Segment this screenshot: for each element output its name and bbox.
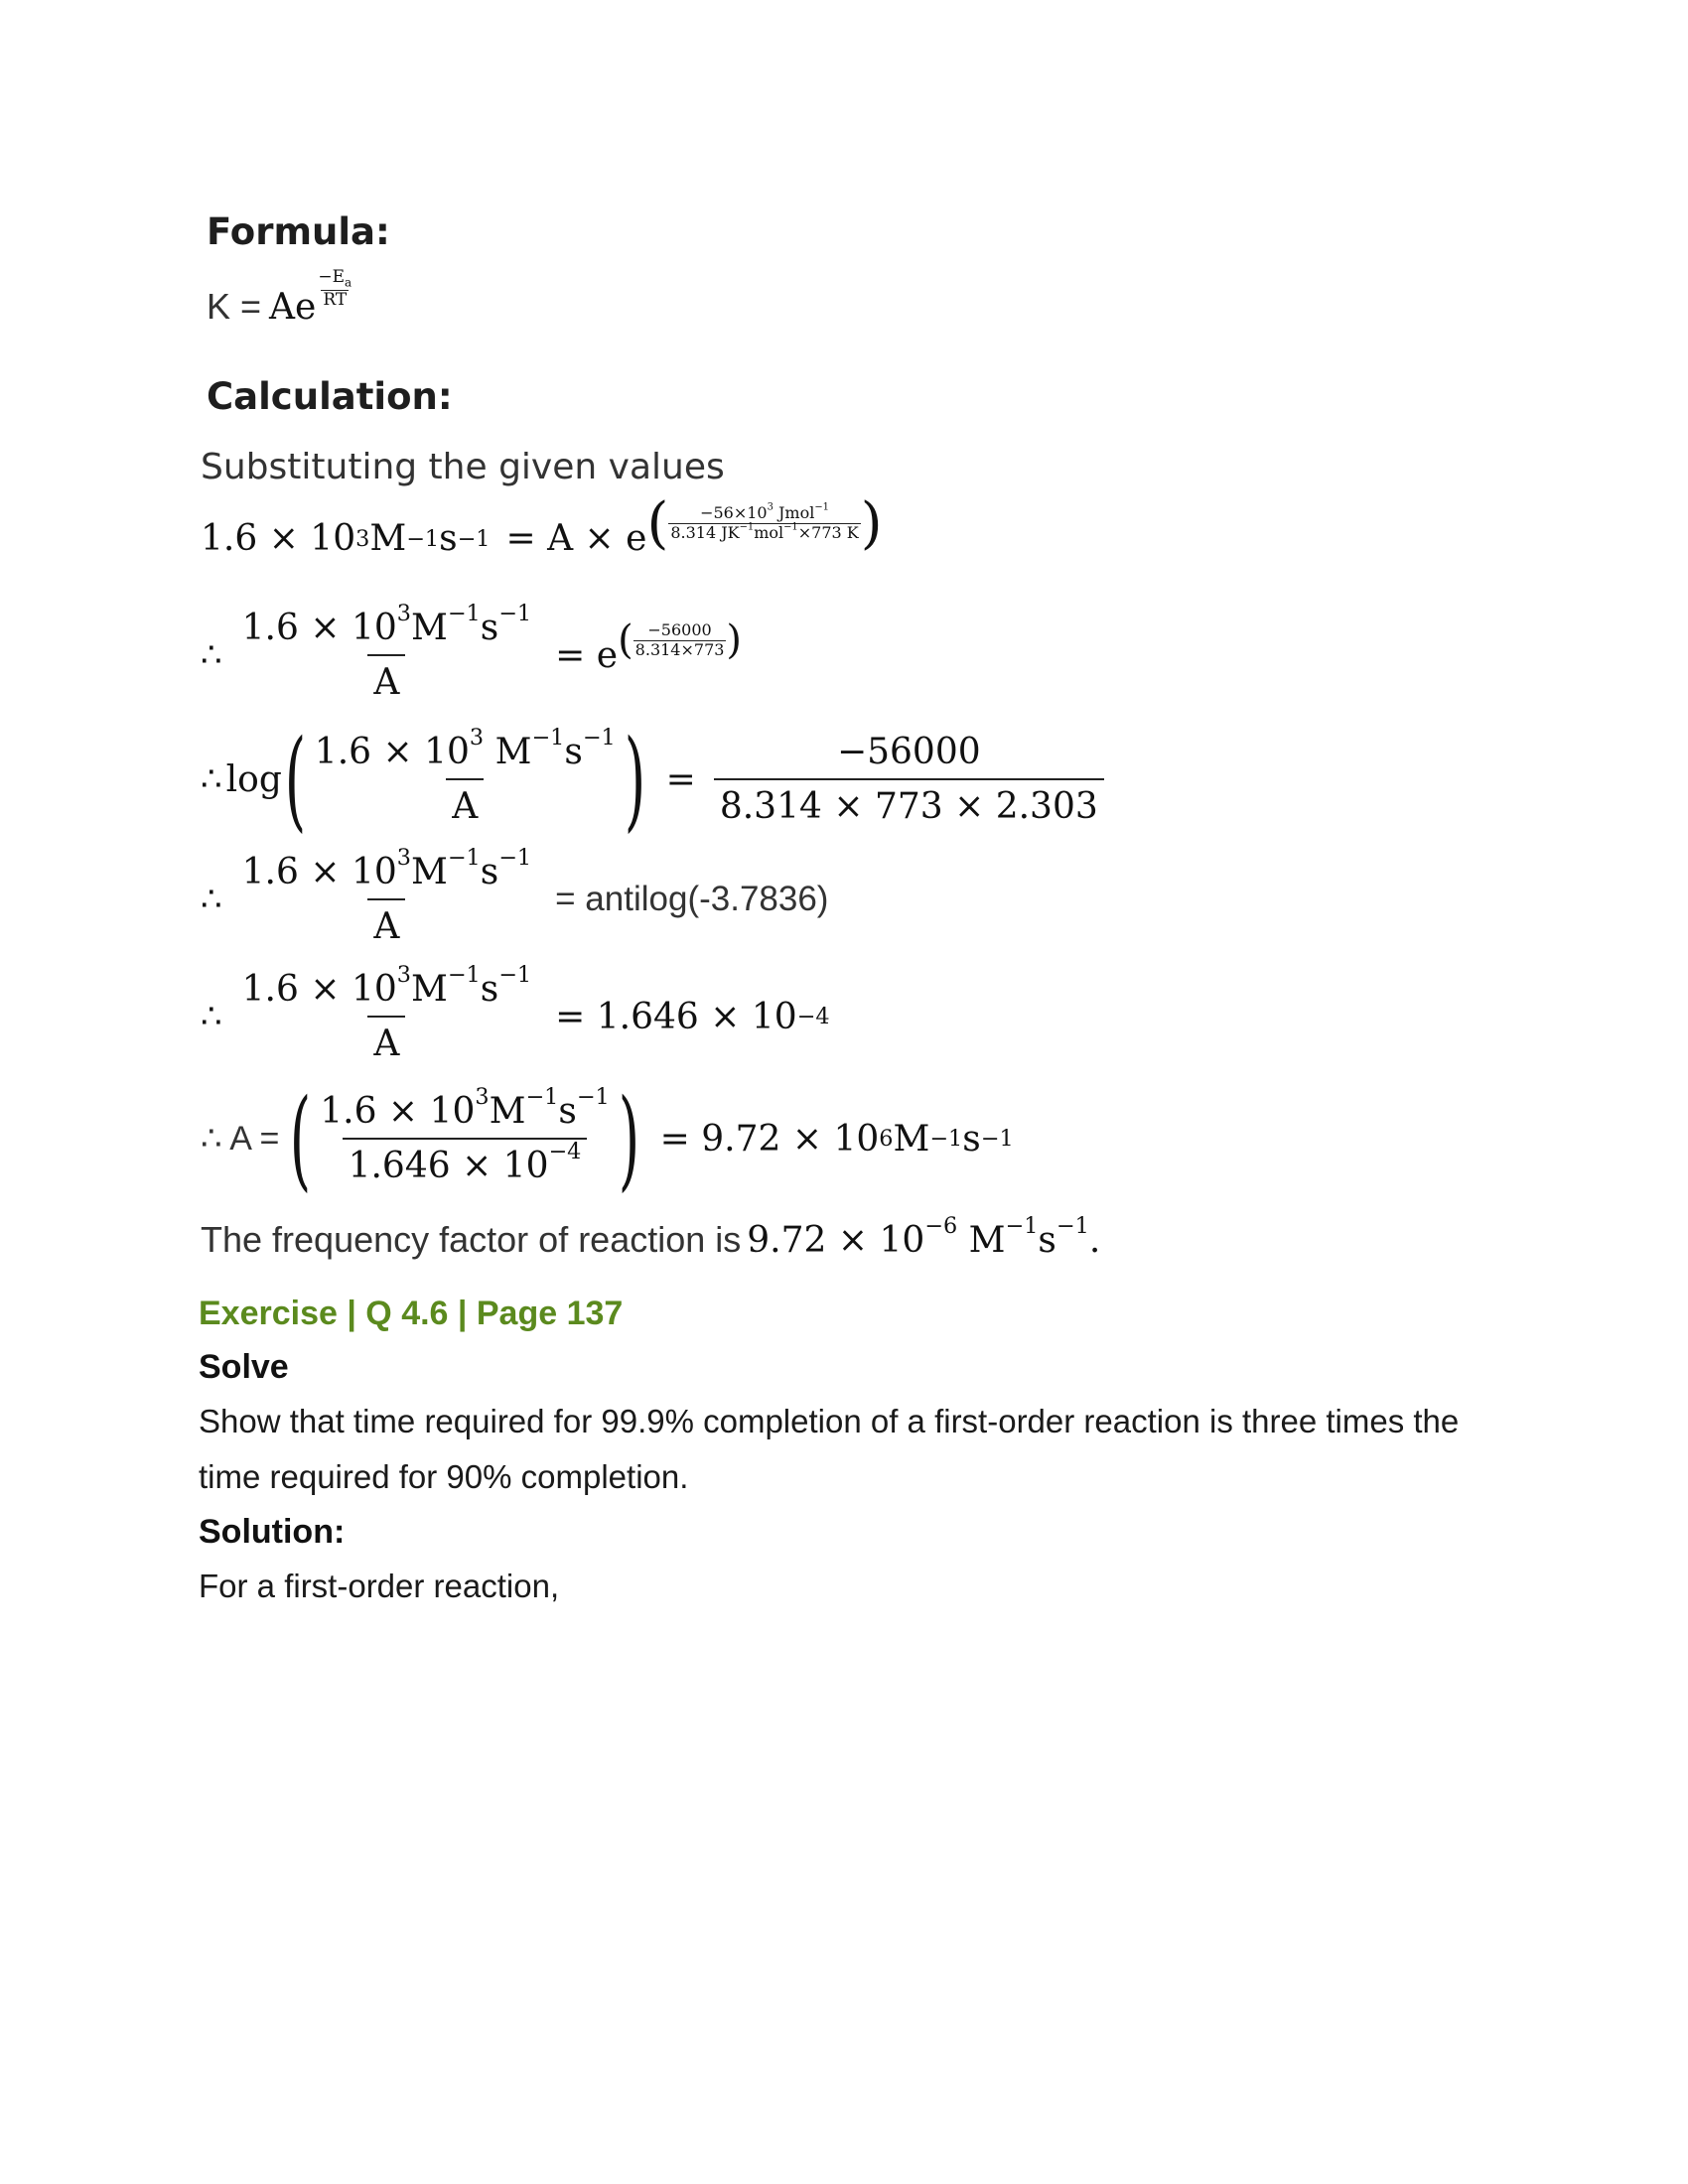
equation-4: ∴ $\frac{1.6 \times 10^3M^{-1}s^{-1}}{A}$ = antilog(-3.7836) [201, 845, 829, 947]
formula-heading: Formula: [207, 210, 390, 253]
equation-3-rhs-fraction: $\frac{-56000}{8.314 \times 773 \times 2.303}$ [714, 732, 1104, 827]
solution-label: Solution: [199, 1513, 346, 1551]
equation-3: ∴ log ( $\frac{1.6 \times 10^3 M^{-1}s^{-1}}{A}$ ) = $\frac{-56000}{8.314 \times 773 \times 2.303}$ [201, 725, 1104, 834]
formula-equation: K = Ae $\frac{-E_a}{RT}$ [207, 266, 352, 328]
equation-3-fraction: $\frac{1.6 \times 10^3 M^{-1}s^{-1}}{A}$ [314, 725, 616, 827]
equation-5: ∴ $\frac{1.6 \times 10^3M^{-1}s^{-1}}{A}$ = 1.646 × 10 −4 [201, 962, 830, 1064]
equation-1: 1.6 × 10 3 M −1 s −1 = A × e ( $\frac{-56\times 10^3 Jmol^{-1}}{8.314 JK^{-1}mol^{-1}\times 773 K}$ ) [201, 490, 883, 559]
substituting-text: Substituting the given values [201, 447, 725, 487]
equation-2: ∴ $\frac{1.6 \times 10^3M^{-1}s^{-1}}{A}$ = e ( $\frac{-56000}{8.314\times 773}$ ) [201, 601, 743, 703]
conclusion-text: The frequency factor of reaction is $9.72 \times 10^{-6}$ $M^{-1}s^{-1}$. [201, 1212, 1101, 1261]
exercise-reference: Exercise | Q 4.6 | Page 137 [199, 1295, 624, 1332]
equation-1-exponent: $\frac{-56\times 10^3 Jmol^{-1}}{8.314 JK^{-1}mol^{-1}\times 773 K}$ [670, 501, 859, 542]
equation-2-fraction: $\frac{1.6 \times 10^3M^{-1}s^{-1}}{A}$ [241, 601, 532, 703]
equation-2-exponent: $\frac{-56000}{8.314\times 773}$ [634, 619, 725, 659]
equation-6: ∴ A = ( $\frac{1.6 \times 10^3M^{-1}s^{-1}}{1.646 \times 10^{-4}}$ ) = 9.72 × 10 6 M −1 s −1 [201, 1075, 1014, 1202]
solve-label: Solve [199, 1348, 289, 1386]
solution-text: For a first-order reaction, [199, 1568, 560, 1604]
equation-6-fraction: $\frac{1.6 \times 10^3M^{-1}s^{-1}}{1.646 \times 10^{-4}}$ [320, 1084, 610, 1186]
equation-4-fraction: $\frac{1.6 \times 10^3M^{-1}s^{-1}}{A}$ [241, 845, 532, 947]
equation-5-fraction: $\frac{1.6 \times 10^3M^{-1}s^{-1}}{A}$ [241, 962, 532, 1064]
calculation-heading: Calculation: [207, 375, 453, 418]
formula-exponent: $\frac{-E_a}{RT}$ [318, 266, 352, 310]
question-text: Show that time required for 99.9% completion of a first-order reaction is three times the time required for 90% completion. [199, 1403, 1460, 1495]
